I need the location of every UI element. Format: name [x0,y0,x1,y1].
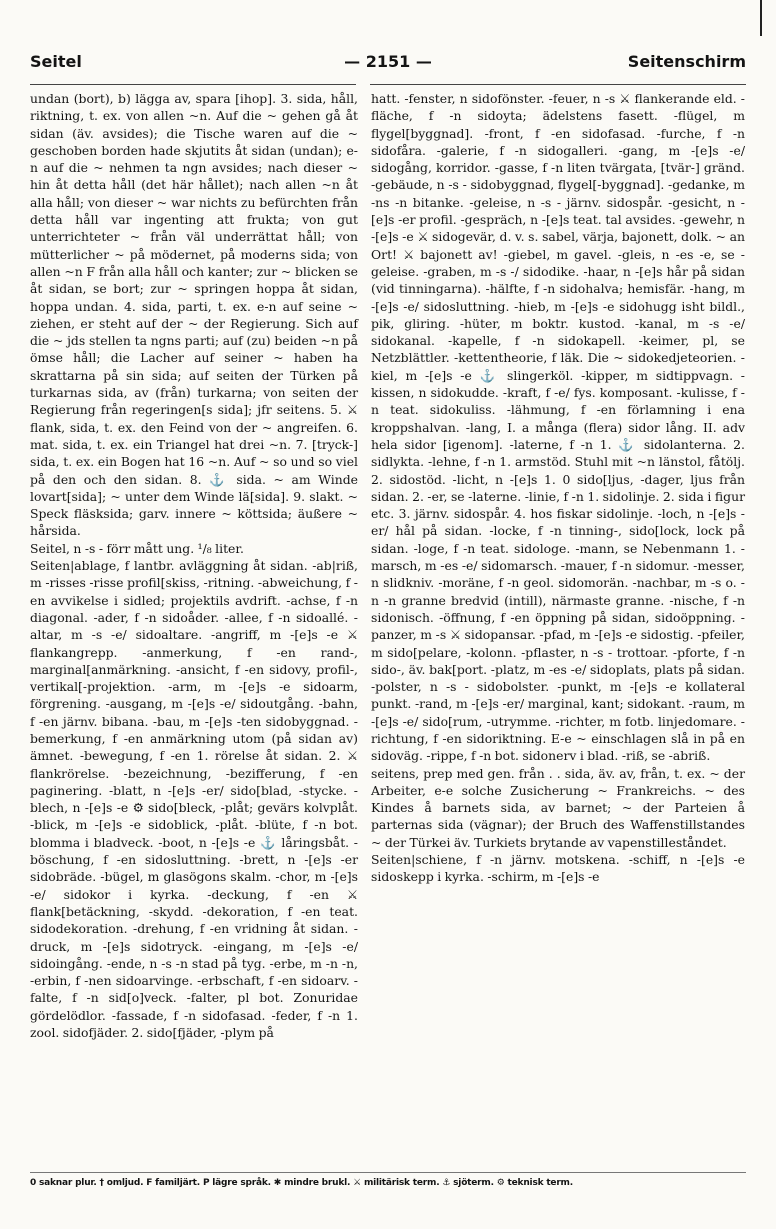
entry-seitens: seitens, prep med gen. från . . sida, äv. av, från, t. ex. ~ der Arbeiter, e-e solche Zusicherung ~ Frankreichs. ~ des Kindes å barnets sida, av barnet; ~ der Parteien å parternas sida (vägnar); der Bruch des Waffenstillstandes ~ der Türkei äv. Turkiets brytande av vapenstilleståndet. [371,765,745,850]
entry-seiten-compounds-continued: hatt. -fenster, n sidofönster. -feuer, n -s ⚔ flankerande eld. -fläche, f -n sidoyta; ädelstens fasett. -flügel, m flygel[byggnad]. -front, f -en sidofasad. -furche, f -n sidofåra. -galerie, f -n sidogalleri. -gang, m -[e]s -e/ sidogång, korridor. -gasse, f -n liten tvärgata, [tvär-] gränd. -gebäude, n -s - sidobyggnad, flygel[-byggnad]. -gedanke, m -ns -n bitanke. -geleise, n -s - järnv. sidospår. -gesicht, n -[e]s -er profil. -gespräch, n -[e]s teat. tal avsides. -gewehr, n -[e]s -e ⚔ sidogevär, d. v. s. sabel, värja, bajonett, dolk. ~ an Ort! ⚔ bajonett av! -giebel, m gavel. -gleis, n -es -e, se -geleise. -graben, m -s -/ sidodike. -haar, n -[e]s hår på sidan (vid tinningarna). -hälfte, f -n sidohalva; hemisfär. -hang, m -[e]s -e/ sidosluttning. -hieb, m -[e]s -e sidohugg isht bildl., pik, gliring. -hüter, m boktr. kustod. -kanal, m -s -e/ sidokanal. -kapelle, f -n sidokapell. -keimer, pl, se Netzblättler. -kettentheorie, f läk. Die ~ sidokedjeteorien. -kiel, m -[e]s -e ⚓ slingerköl. -kipper, m sidtippvagn. -kissen, n sidokudde. -kraft, f -e/ fys. komposant. -kulisse, f -n teat. sidokuliss. -lähmung, f -en förlamning i ena kroppshalvan. -lang, I. a många (flera) sidor lång. II. adv hela sidor [igenom]. -laterne, f -n 1. ⚓ sidolanterna. 2. sidlykta. -lehne, f -n 1. armstöd. Stuhl mit ~n länstol, fåtölj. 2. sidostöd. -licht, n -[e]s 1. 0 sido[ljus, -dager, ljus från sidan. 2. -er, se -laterne. -linie, f -n 1. sidolinje. 2. sida i figur etc. 3. järnv. sidospår. 4. hos fiskar sidolinje. -loch, n -[e]s -er/ hål på sidan. -locke, f -n tinning-, sido[lock, lock på sidan. -loge, f -n teat. sidologe. -mann, se Nebenmann 1. -marsch, m -es -e/ sidomarsch. -mauer, f -n sidomur. -messer, n slidkniv. -moräne, f -n geol. sidomorän. -nachbar, m -s o. -n -n granne bredvid (intill), närmaste granne. -nische, f -n sidonisch. -öffnung, f -en öppning på sidan, sidoöppning. -panzer, m -s ⚔ sidopansar. -pfad, m -[e]s -e sidostig. -pfeiler, m sido[pelare, -kolonn. -pflaster, n -s - trottoar. -pforte, f -n sido-, äv. bak[port. -platz, m -es -e/ sidoplats, plats på sidan. -polster, n -s - sidobolster. -punkt, m -[e]s -e kollateral punkt. -rand, m -[e]s -er/ marginal, kant; sidokant. -raum, m -[e]s -e/ sido[rum, -utrymme. -richter, m fotb. linjedomare. -richtung, f -en sidoriktning. E-e ~ einschlagen slå in på en sidoväg. -rippe, f -n bot. sidonerv i blad. -riß, se -abriß. [371,91,745,764]
header-left-word: Seitel [30,52,82,71]
left-column [30,90,358,1041]
entry-seitenschiene: Seiten|schiene, f -n järnv. motskena. -schiff, n -[e]s -e sidoskepp i kyrka. -schirm, m -[e]s -e [371,852,745,885]
symbol-legend: 0 saknar plur. † omljud. F familjärt. P lägre språk. ✱ mindre brukl. ⚔ militärisk term. ⚓ sjöterm. ⚙ teknisk term. [30,1178,573,1188]
header-right-word: Seitenschirm [627,52,746,71]
page-number: — 2151 — [344,52,432,71]
right-column [371,90,745,886]
footer-rule [30,1172,746,1173]
margin-mark [760,0,762,36]
entry-seitel: Seitel, n -s - förr mått ung. ¹/₈ liter. [30,540,244,556]
entry-seite-continued: undan (bort), b) lägga av, spara [ihop]. 3. sida, håll, riktning, t. ex. von allen ~n. Auf die ~ gehen gå åt sidan (äv. avsides); die Tische waren auf die ~ geschoben borden hade skjutits åt sidan (undan); e-n auf die ~ nehmen ta ngn avsides; nach dieser ~ hin åt detta håll (det här hållet); nach allen ~n åt alla håll; von dieser ~ war nichts zu befürchten från detta håll var ingenting att frukta; von gut unterrichteter ~ från väl underrättat håll; von mütterlicher ~ på mödernet, på moderns sida; von allen ~n F från alla håll och kanter; zur ~ blicken se åt sidan, se bort; zur ~ springen hoppa åt sidan, hoppa undan. 4. sida, parti, t. ex. e-n auf seine ~ ziehen, er steht auf der ~ der Regierung. Sich auf die ~ jds stellen ta ngns parti; auf (zu) beiden ~n på ömse håll; die Lacher auf seiner ~ haben ha skrattarna på sin sida; auf seiten der Türken på turkarnas sida, av (från) turkarna; von seiten der Regierung från regeringen[s sida]; jfr seitens. 5. ⚔ flank, sida, t. ex. den Feind von der ~ angreifen. 6. mat. sida, t. ex. ein Triangel hat drei ~n. 7. [tryck-] sida, t. ex. ein Bogen hat 16 ~n. Auf ~ so und so viel på den och den sidan. 8. ⚓ sida. ~ am Winde lovart[sida]; ~ unter dem Winde lä[sida]. 9. slakt. ~ Speck fläsksida; garv. innere ~ köttsida; äußere ~ hårsida. [30,91,358,539]
header-rule-left [30,84,356,85]
header-rule-right [370,84,746,85]
entry-seiten-compounds: Seiten|ablage, f lantbr. avläggning åt sidan. -ab|riß, m -risses -risse profil[skiss, -ritning. -abweichung, f -en avvikelse i sidled; projektils avdrift. -achse, f -n diagonal. -ader, f -n sidoåder. -allee, f -n sidoallé. -altar, m -s -e/ sidoaltare. -angriff, m -[e]s -e ⚔ flankangrepp. -anmerkung, f -en rand-, marginal[anmärkning. -ansicht, f -en sidovy, profil-, vertikal[-projektion. -arm, m -[e]s -e sidoarm, förgrening. -ausgang, m -[e]s -e/ sidoutgång. -bahn, f -en järnv. bibana. -bau, m -[e]s -ten sidobyggnad. -bemerkung, f -en anmärkning utom (på sidan av) ämnet. -bewegung, f -en 1. rörelse åt sidan. 2. ⚔ flankrörelse. -bezeichnung, -bezifferung, f -en paginering. -blatt, n -[e]s -er/ sido[blad, -stycke. -blech, n -[e]s -e ⚙ sido[bleck, -plåt; gevärs kolvplåt. -blick, m -[e]s -e sidoblick, -plåt. -blüte, f -n bot. blomma i bladveck. -boot, n -[e]s -e ⚓ låringsbåt. -böschung, f -en sidosluttning. -brett, n -[e]s -er sidobräde. -bügel, m glasögons skalm. -chor, m -[e]s -e/ sidokor i kyrka. -deckung, f -en ⚔ flank[betäckning, -skydd. -dekoration, f -en teat. sidodekoration. -drehung, f -en vridning åt sidan. -druck, m -[e]s sidotryck. -eingang, m -[e]s -e/ sidoingång. -ende, n -s -n stad på tyg. -erbe, m -n -n, -erbin, f -nen sidoarvinge. -erbschaft, f -en sidoarv. -falte, f -n sid[o]veck. -falter, pl bot. Zonuridae gördelödlor. -fassade, f -n sidofasad. -feder, f -n 1. zool. sidofjäder. 2. sido[fjäder, -plym på [30,558,358,1041]
page-header [30,52,746,78]
